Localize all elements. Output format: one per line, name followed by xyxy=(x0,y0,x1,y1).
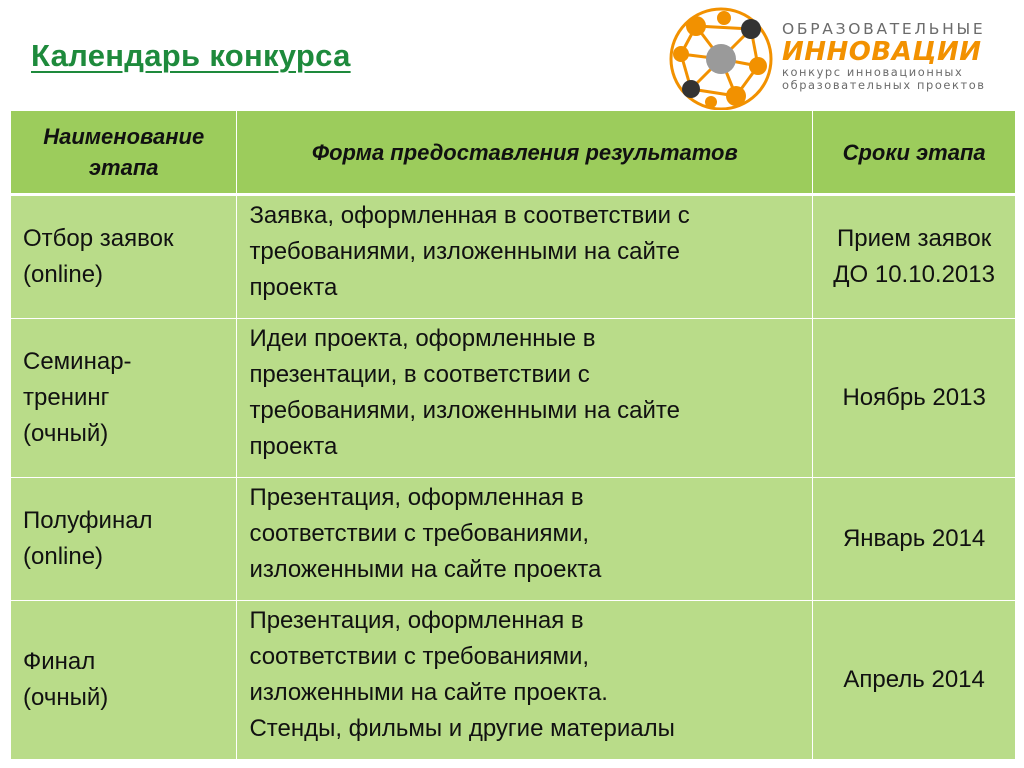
cell-line: Идеи проекта, оформленные в xyxy=(249,325,596,352)
cell-line: (очный) xyxy=(23,684,109,711)
cell-stage xyxy=(11,478,237,601)
cell-line: требованиями, изложенными на сайте xyxy=(249,238,680,265)
header-result-form: Форма предоставления результатов xyxy=(237,111,813,195)
cell-form xyxy=(237,195,813,319)
table-row xyxy=(11,601,1016,760)
logo-sub-line-1: конкурс инновационных xyxy=(782,65,964,79)
cell-stage xyxy=(11,195,237,319)
cell-line: ДО 10.10.2013 xyxy=(833,261,995,288)
cell-line: проекта xyxy=(249,433,338,460)
logo-top-line: ОБРАЗОВАТЕЛЬНЫЕ xyxy=(782,20,986,38)
logo-sub-line-2: образовательных проектов xyxy=(782,78,986,92)
cell-line: Апрель 2014 xyxy=(843,666,985,693)
cell-line: (очный) xyxy=(23,420,109,447)
cell-line: соответствии с требованиями, xyxy=(249,643,590,670)
page-title: Календарь конкурса xyxy=(31,38,351,73)
cell-line: Ноябрь 2013 xyxy=(842,384,986,411)
table-row xyxy=(11,478,1016,601)
cell-stage xyxy=(11,601,237,760)
header-stage-name xyxy=(11,111,237,195)
cell-stage xyxy=(11,319,237,478)
cell-form xyxy=(237,478,813,601)
cell-line: проекта xyxy=(249,274,338,301)
table-row xyxy=(11,195,1016,319)
cell-line: (online) xyxy=(23,261,104,288)
cell-dates xyxy=(813,319,1016,478)
cell-line: Презентация, оформленная в xyxy=(249,607,584,634)
contest-calendar-table xyxy=(10,110,1016,760)
logo-main-line: ИННОВАЦИИ xyxy=(782,37,982,67)
header-stage-line-1: Наименование xyxy=(43,124,205,149)
cell-dates xyxy=(813,478,1016,601)
cell-line: тренинг xyxy=(23,384,110,411)
cell-form xyxy=(237,319,813,478)
logo xyxy=(662,4,1012,122)
cell-dates xyxy=(813,195,1016,319)
cell-line: Январь 2014 xyxy=(842,525,986,552)
header-stage-dates: Сроки этапа xyxy=(813,111,1016,195)
header-stage-line-2: этапа xyxy=(88,155,159,180)
cell-line: (online) xyxy=(23,543,104,570)
cell-line: требованиями, изложенными на сайте xyxy=(249,397,680,424)
soccer-ball-network-icon xyxy=(666,4,776,122)
cell-line: изложенными на сайте проекта xyxy=(249,556,602,583)
cell-form xyxy=(237,601,813,760)
cell-line: изложенными на сайте проекта. xyxy=(249,679,608,706)
table-header-row xyxy=(11,111,1016,195)
cell-line: Финал xyxy=(23,648,96,675)
cell-line: Прием заявок xyxy=(837,225,992,252)
cell-line: презентации, в соответствии с xyxy=(249,361,590,388)
cell-line: Отбор заявок xyxy=(23,225,174,252)
cell-dates xyxy=(813,601,1016,760)
cell-line: Заявка, оформленная в соответствии с xyxy=(249,202,690,229)
logo-text xyxy=(782,20,1014,92)
cell-line: Стенды, фильмы и другие материалы xyxy=(249,715,675,742)
cell-line: Презентация, оформленная в xyxy=(249,484,584,511)
cell-line: Полуфинал xyxy=(23,507,153,534)
cell-line: Семинар- xyxy=(23,348,132,375)
table-row xyxy=(11,319,1016,478)
cell-line: соответствии с требованиями, xyxy=(249,520,590,547)
